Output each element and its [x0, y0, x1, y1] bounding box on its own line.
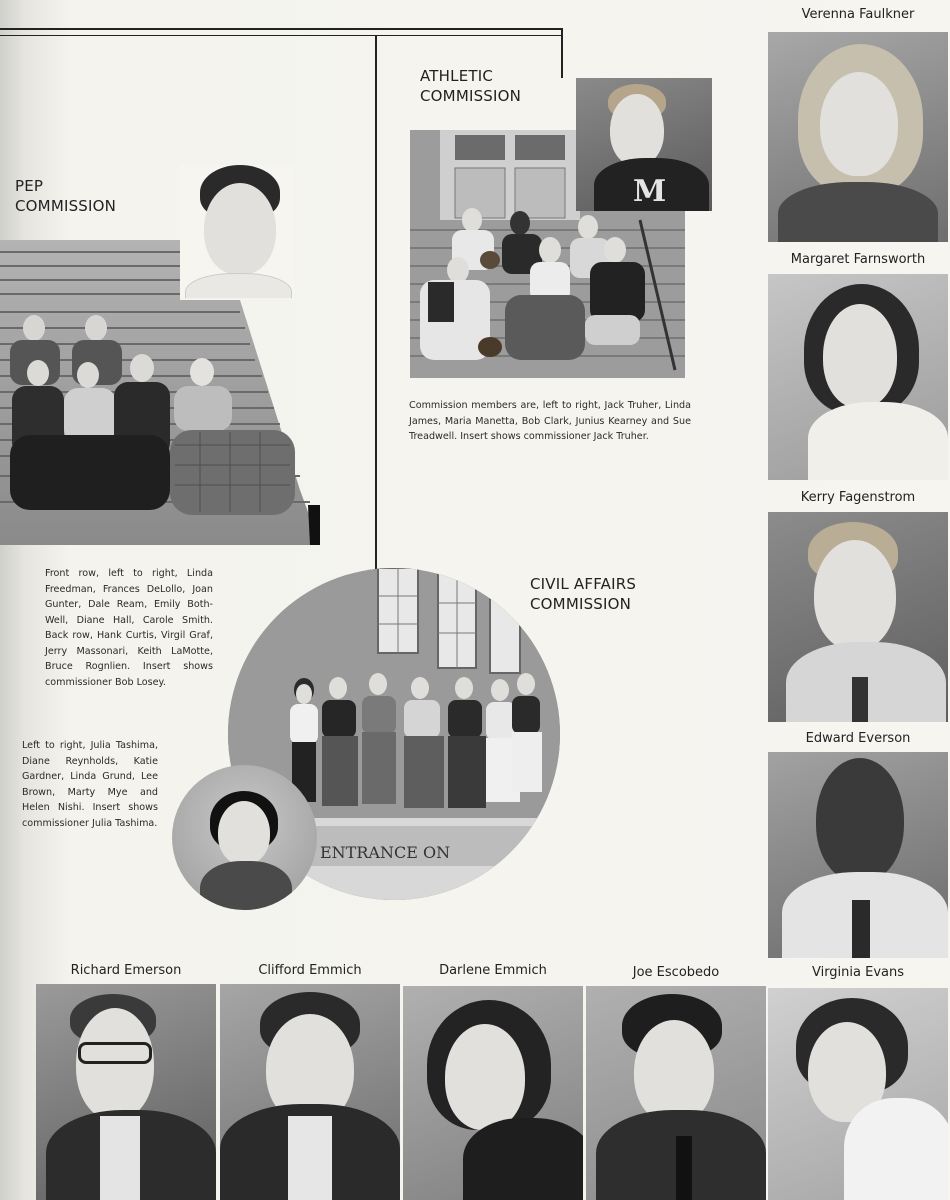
top-border-line-inner	[0, 35, 375, 36]
portrait-clifford-emmich	[220, 984, 400, 1200]
portrait-face	[634, 1020, 714, 1124]
portrait-name-darlene-emmich: Darlene Emmich	[439, 963, 547, 978]
portrait-name-virginia-evans: Virginia Evans	[811, 965, 905, 980]
portrait-shirt	[100, 1116, 140, 1200]
sweater-letter: M	[633, 174, 667, 209]
portrait-face	[610, 94, 664, 166]
pep-heading-line1: PEP	[15, 177, 44, 195]
portrait-tie	[676, 1136, 692, 1200]
portrait-name-joe-escobedo: Joe Escobedo	[632, 965, 720, 980]
athletic-heading	[420, 66, 521, 106]
portrait-name-kerry-fagenstrom: Kerry Fagenstrom	[800, 490, 916, 505]
athletic-heading-line2: COMMISSION	[420, 87, 522, 105]
portrait-face	[76, 1008, 154, 1120]
civil-heading-line1: CIVIL AFFAIRS	[530, 575, 637, 593]
athletic-caption: Commission members are, left to right, Jack Truher, Linda James, Maria Manetta, Bob Clark, Junius Kearney and Sue Treadwell. Insert shows commissioner Jack Truher.	[409, 400, 691, 442]
civil-caption: Left to right, Julia Tashima, Diane Reynholds, Katie Gardner, Linda Grund, Lee Brown, Marty Mye and Helen Nishi. Insert shows commissioner Julia Tashima.	[22, 740, 158, 829]
portrait-tie	[852, 900, 870, 958]
portrait-face	[816, 758, 904, 882]
pep-heading	[15, 176, 116, 216]
portrait-verenna-faulkner	[768, 32, 948, 242]
portrait-shirt	[288, 1116, 332, 1200]
civil-heading	[530, 574, 636, 614]
portrait-edward-everson	[768, 752, 948, 958]
portrait-face	[823, 304, 897, 408]
athletic-heading-line1: ATHLETIC	[420, 67, 494, 85]
portrait-virginia-evans	[768, 988, 948, 1200]
portrait-richard-emerson	[36, 984, 216, 1200]
portrait-face	[204, 183, 276, 275]
pep-insert-portrait	[180, 165, 295, 298]
portrait-shoulders	[185, 273, 292, 298]
portrait-tie	[852, 677, 868, 722]
portrait-name-edward-everson: Edward Everson	[805, 731, 911, 746]
athletic-bracket-line	[376, 35, 562, 36]
portrait-name-richard-emerson: Richard Emerson	[70, 963, 182, 978]
portrait-face	[820, 72, 898, 176]
pep-caption: Front row, left to right, Linda Freedman, Frances DeLollo, Joan Gunter, Dale Ream, Emily Both-Well, Diane Hall, Carole Smith. Back row, Hank Curtis, Virgil Graf, Jerry Massonari, Keith LaMotte, Bruce Rognlien. Insert shows commissioner Bob Losey.	[45, 568, 213, 688]
portrait-face	[218, 801, 270, 865]
portrait-name-clifford-emmich: Clifford Emmich	[258, 963, 362, 978]
portrait-darlene-emmich	[403, 986, 583, 1200]
portrait-kerry-fagenstrom	[768, 512, 948, 722]
civil-insert-portrait	[172, 765, 317, 910]
portrait-name-margaret-farnsworth: Margaret Farnsworth	[790, 252, 926, 267]
top-border-line	[0, 28, 563, 30]
portrait-face	[445, 1024, 525, 1130]
portrait-blouse	[844, 1098, 948, 1200]
portrait-face	[814, 540, 896, 650]
building-sign-text: ENTRANCE ON	[320, 843, 451, 862]
portrait-sweater	[463, 1118, 583, 1200]
pep-heading-line2: COMMISSION	[15, 197, 117, 215]
portrait-name-verenna-faulkner: Verenna Faulkner	[801, 7, 915, 22]
athletic-insert-portrait	[576, 78, 712, 211]
portrait-shoulders	[200, 861, 292, 910]
portrait-shoulders	[778, 182, 938, 242]
civil-heading-line2: COMMISSION	[530, 595, 632, 613]
portrait-margaret-farnsworth	[768, 274, 948, 480]
center-divider-line	[375, 35, 377, 575]
portrait-joe-escobedo	[586, 986, 766, 1200]
portrait-glasses	[78, 1042, 152, 1064]
portrait-shoulders	[808, 402, 948, 480]
